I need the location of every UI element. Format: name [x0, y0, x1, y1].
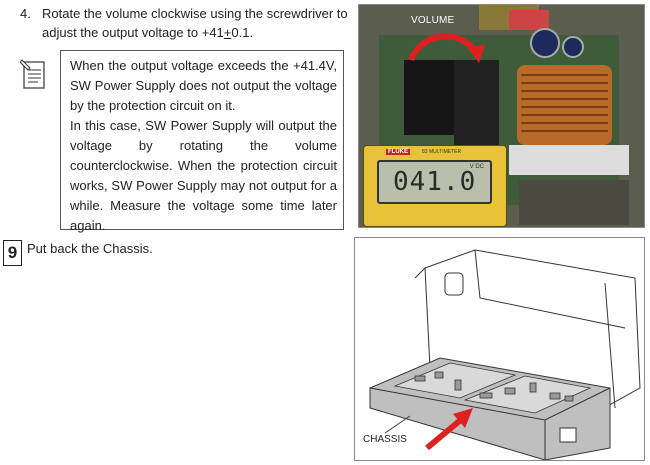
chassis-drawing	[354, 237, 645, 461]
step-9-text: Put back the Chassis.	[27, 241, 153, 256]
note-box	[60, 50, 344, 233]
meter-unit: V DC	[469, 164, 484, 170]
volume-label: VOLUME	[411, 15, 455, 26]
note-paragraph-1: When the output voltage exceeds the +41.4V, SW Power Supply does not output the voltage by the protection circuit on it.	[70, 58, 337, 113]
meter-model: 83 MULTIMETER	[422, 149, 462, 155]
note-paragraph-2: In this case, SW Power Supply will output the voltage by rotating the volume counterclockwise. When the protection circuit works, SW Power Supply may not output for a while. Measure the voltage some time later again.	[70, 118, 337, 233]
step-4-number: 4.	[20, 6, 31, 21]
step-4-text: Rotate the volume clockwise using the screwdriver to adjust the output voltage to +41+0.1.	[42, 6, 348, 40]
multimeter	[363, 145, 507, 227]
meter-reading: 041.0	[393, 167, 477, 197]
meter-brand: FLUKE	[388, 149, 408, 155]
note-icon	[20, 58, 48, 90]
power-supply-photo	[358, 4, 645, 228]
chassis-label: CHASSIS	[363, 434, 407, 445]
meter-screen	[377, 160, 492, 204]
step-9-number: 9	[3, 240, 22, 266]
